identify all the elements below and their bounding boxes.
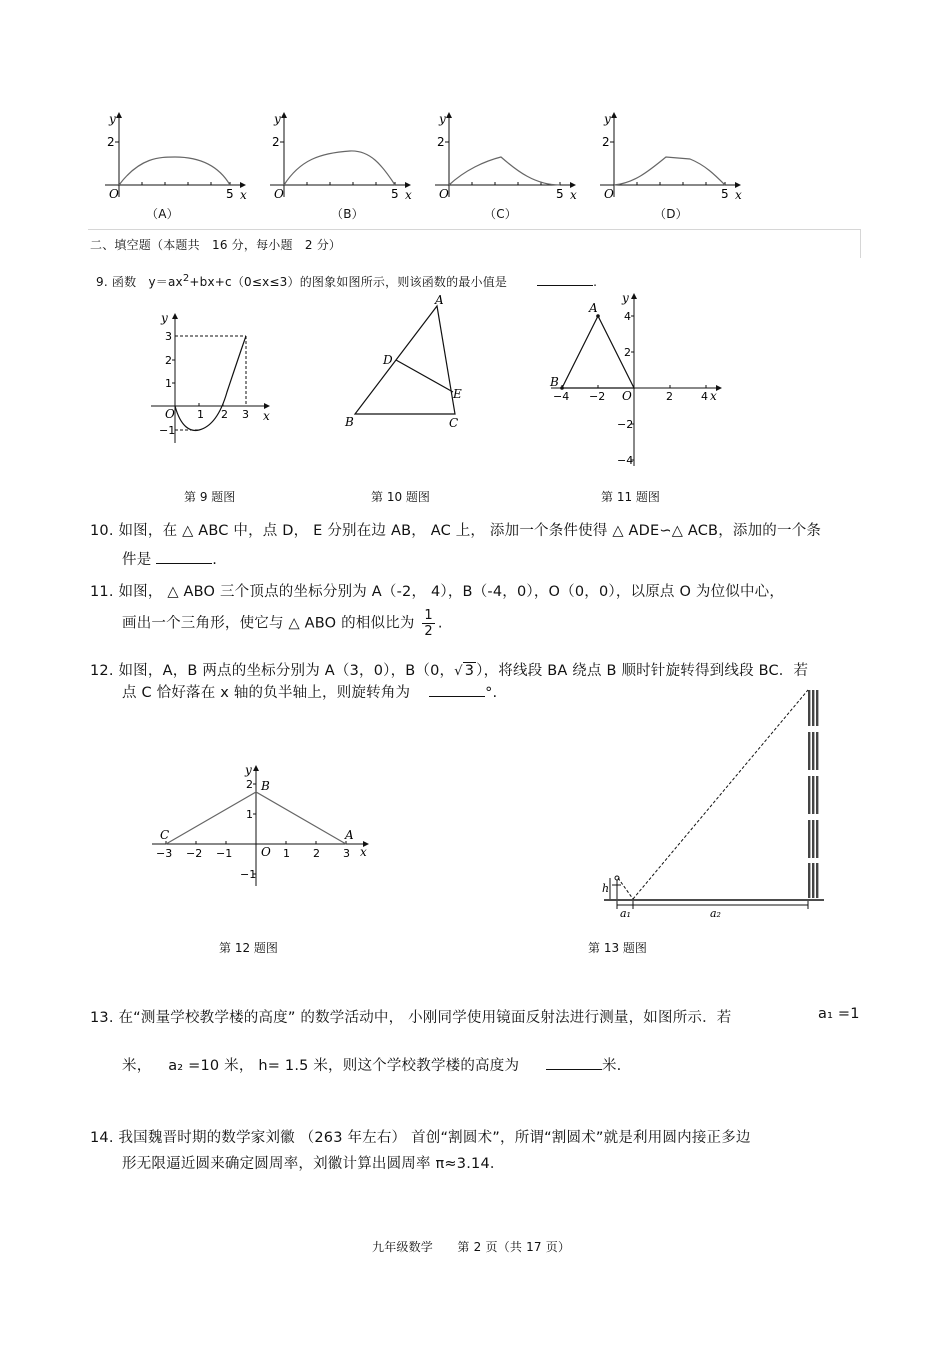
svg-text:5: 5 — [556, 187, 564, 201]
ratio-fraction: $\frac{1}{2}$ — [424, 608, 433, 639]
option-graphs — [95, 105, 775, 215]
question-12-line-1: 12. 如图，A，B 两点的坐标分别为 A（3，0），B（0，√ 3 ），将线段 BA 绕点 B 顺时针旋转得到线段 BC．若 — [90, 663, 809, 679]
svg-text:y: y — [161, 311, 168, 325]
svg-text:x: x — [263, 409, 270, 423]
svg-text:E: E — [453, 387, 462, 401]
question-11-line-1: 11. 如图， △ ABO 三个顶点的坐标分别为 A（-2， 4），B（-4，0），O（0，0），以原点 O 为位似中心， — [90, 584, 785, 600]
svg-text:2: 2 — [624, 346, 631, 359]
answer-blank[interactable] — [537, 271, 593, 286]
svg-text:x: x — [735, 188, 742, 202]
figure-9-caption: 第 9 题图 — [184, 490, 236, 504]
svg-text:y: y — [439, 112, 446, 126]
answer-blank[interactable] — [546, 1055, 602, 1070]
svg-text:O: O — [604, 187, 614, 201]
svg-text:1: 1 — [283, 847, 290, 860]
svg-text:O: O — [439, 187, 449, 201]
option-graph-b — [270, 112, 412, 202]
svg-text:4: 4 — [701, 390, 708, 403]
figure-13 — [598, 685, 830, 925]
svg-text:2: 2 — [107, 135, 115, 149]
question-10-line-1: 10. 如图，在 △ ABC 中，点 D， E 分别在边 AB， AC 上， 添加一个条件使得 △ ADE∽△ ACB，添加的一个条 — [90, 523, 822, 539]
svg-text:x: x — [240, 188, 247, 202]
option-graph-c — [435, 112, 577, 202]
svg-text:−2: −2 — [617, 418, 634, 431]
svg-text:−1: −1 — [240, 868, 257, 881]
option-label-a: （A） — [146, 207, 179, 221]
svg-text:x: x — [570, 188, 577, 202]
figure-13-caption: 第 13 题图 — [588, 941, 647, 955]
question-14-line-1: 14. 我国魏晋时期的数学家刘徽 （263 年左右） 首创“割圆术”，所谓“割圆术”就是利用圆内接正多边 — [90, 1130, 751, 1146]
svg-text:O: O — [165, 407, 175, 421]
question-12-line-2: 点 C 恰好落在 x 轴的负半轴上，则旋转角为 °. — [122, 681, 497, 702]
svg-text:O: O — [261, 845, 271, 859]
svg-text:x: x — [360, 845, 367, 859]
svg-text:5: 5 — [226, 187, 234, 201]
svg-text:−4: −4 — [617, 454, 634, 467]
svg-text:C: C — [449, 416, 459, 430]
svg-text:a₂: a₂ — [710, 907, 721, 920]
svg-text:y: y — [245, 763, 252, 777]
svg-text:3: 3 — [242, 408, 249, 421]
svg-text:2: 2 — [272, 135, 280, 149]
svg-text:−1: −1 — [216, 847, 233, 860]
svg-text:y: y — [604, 112, 611, 126]
figure-10-caption: 第 10 题图 — [371, 490, 430, 504]
figure-10 — [340, 292, 470, 437]
svg-text:D: D — [383, 353, 393, 367]
answer-blank[interactable] — [156, 549, 212, 564]
svg-text:O: O — [109, 187, 119, 201]
svg-text:B: B — [261, 779, 270, 793]
svg-text:A: A — [345, 828, 354, 842]
question-13-a1: a₁ =1 — [818, 1006, 860, 1022]
svg-text:x: x — [710, 389, 717, 403]
svg-text:y: y — [622, 291, 629, 305]
question-13-line-1: 13. 在“测量学校教学楼的高度” 的数学活动中， 小刚同学使用镜面反射法进行测量，如图所示．若 — [90, 1010, 732, 1026]
svg-text:O: O — [274, 187, 284, 201]
svg-text:5: 5 — [391, 187, 399, 201]
svg-text:2: 2 — [221, 408, 228, 421]
svg-text:x: x — [405, 188, 412, 202]
option-graph-d — [600, 112, 742, 202]
svg-text:1: 1 — [165, 377, 172, 390]
page-footer: 九年级数学 第 2 页（共 17 页） — [372, 1240, 571, 1254]
svg-text:2: 2 — [246, 778, 253, 791]
section-heading: 二、填空题（本题共 16 分，每小题 2 分） — [90, 238, 342, 252]
svg-text:−4: −4 — [553, 390, 570, 403]
svg-text:a₁: a₁ — [620, 907, 631, 920]
y-axis-label: y — [109, 112, 116, 126]
option-label-d: （D） — [654, 207, 688, 221]
svg-text:−3: −3 — [156, 847, 173, 860]
question-13-line-2: 米， a₂ =10 米， h= 1.5 米，则这个学校教学楼的高度为 米. — [122, 1054, 622, 1075]
question-11-line-2: 画出一个三角形，使它与 △ ABO 的相似比为 $\frac{1}{2}$ . — [122, 608, 443, 639]
option-label-b: （B） — [331, 207, 364, 221]
svg-text:−1: −1 — [159, 424, 176, 437]
figure-12 — [148, 760, 378, 890]
svg-text:h: h — [602, 882, 610, 895]
svg-text:2: 2 — [313, 847, 320, 860]
svg-text:2: 2 — [165, 354, 172, 367]
svg-text:B: B — [550, 375, 559, 389]
figure-11-caption: 第 11 题图 — [601, 490, 660, 504]
svg-text:3: 3 — [165, 330, 172, 343]
answer-blank[interactable] — [429, 682, 485, 697]
figure-9 — [145, 308, 275, 448]
svg-text:2: 2 — [666, 390, 673, 403]
svg-text:4: 4 — [624, 310, 631, 323]
svg-text:A: A — [435, 293, 444, 307]
svg-text:−2: −2 — [186, 847, 203, 860]
svg-text:A: A — [589, 301, 598, 315]
figure-11 — [545, 290, 725, 470]
svg-text:1: 1 — [197, 408, 204, 421]
svg-text:O: O — [622, 389, 632, 403]
svg-text:2: 2 — [602, 135, 610, 149]
svg-text:5: 5 — [721, 187, 729, 201]
svg-text:B: B — [345, 415, 354, 429]
question-14-line-2: 形无限逼近圆来确定圆周率，刘徽计算出圆周率 π≈3.14． — [122, 1156, 505, 1172]
option-label-c: （C） — [484, 207, 517, 221]
svg-text:3: 3 — [343, 847, 350, 860]
question-9: 9. 函数 $y=ax^2+bx+c(0\le x\le 3)$的图象如图所示，则该函数的最小值是 . — [96, 273, 598, 289]
svg-text:1: 1 — [246, 808, 253, 821]
figure-12-caption: 第 12 题图 — [219, 941, 278, 955]
svg-text:C: C — [160, 828, 170, 842]
svg-text:−2: −2 — [589, 390, 606, 403]
building-icon — [808, 690, 818, 898]
svg-text:y: y — [274, 112, 281, 126]
svg-text:2: 2 — [437, 135, 445, 149]
question-10-line-2: 件是 . — [122, 548, 217, 569]
option-graph-a — [105, 112, 247, 202]
